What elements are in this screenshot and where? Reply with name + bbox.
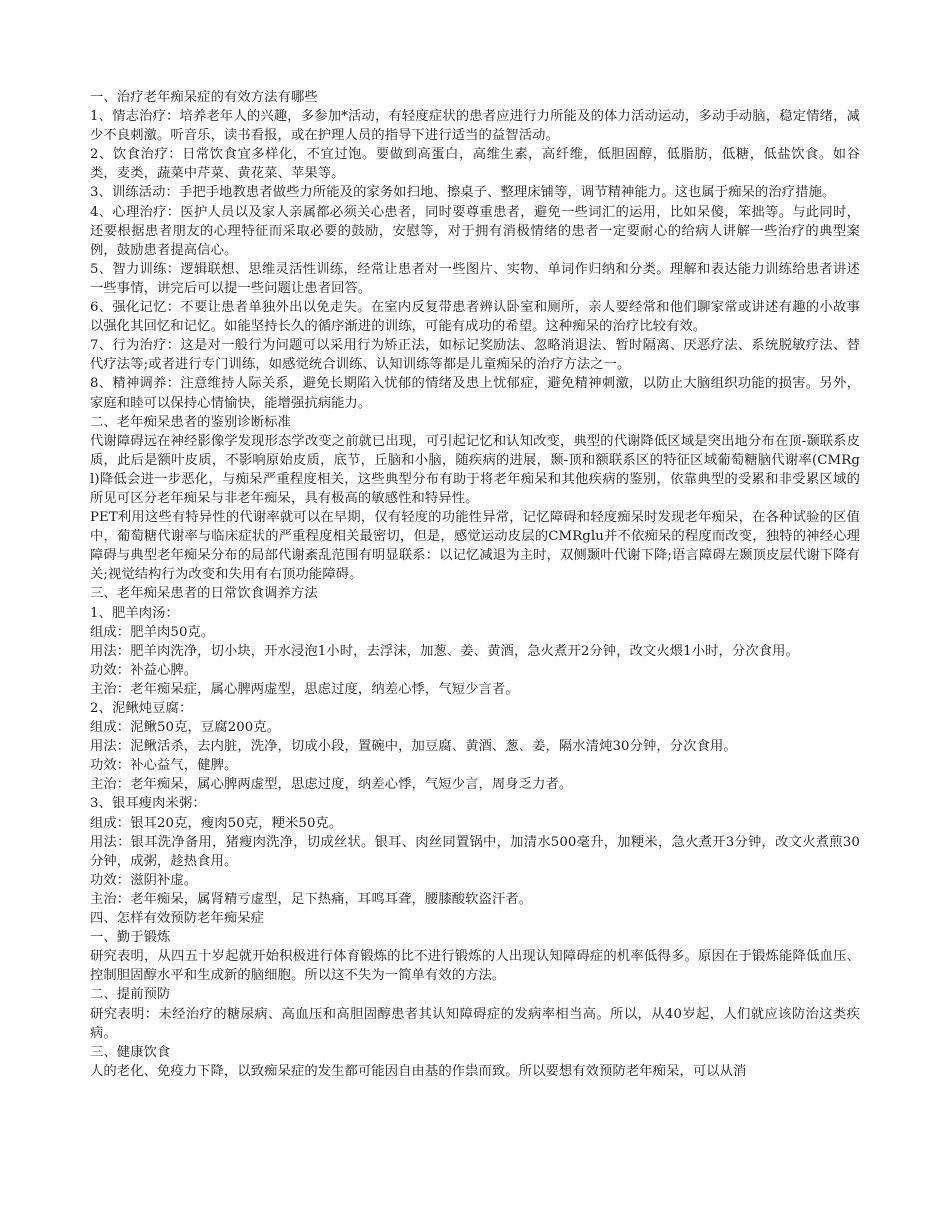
paragraph-healthy-diet: 人的老化、免疫力下降，以致痴呆症的发生都可能因自由基的作祟而致。所以要想有效预防老年痴呆，可以从消 [90, 1063, 747, 1079]
subheading-early-prevention: 二、提前预防 [90, 987, 171, 1003]
subheading-healthy-diet: 三、健康饮食 [90, 1044, 171, 1060]
section-heading-treatment: 一、治疗老年痴呆症的有效方法有哪些 [90, 90, 318, 105]
recipe-effect: 功效：补益心脾。 [90, 662, 198, 678]
paragraph-memory-strengthening: 6、强化记忆：不要让患者单独外出以免走失。在室内反复带患者辨认卧室和厕所，亲人要经常和他们聊家常或讲述有趣的小故事以强化其回忆和记忆。如能坚持长久的循序渐进的训练，可能有成功的希望。这种痴呆的治疗比较有效。 [90, 300, 860, 335]
recipe-effect: 功效：补心益气，健脾。 [90, 758, 238, 774]
paragraph-emotional-therapy: 1、情志治疗：培养老年人的兴趣，多参加*活动，有轻度症状的患者应进行力所能及的体力活动运动，多动手动脑，稳定情绪，减少不良刺激。听音乐，读书看报，或在护理人员的指导下进行适当的益智活动。 [90, 109, 860, 144]
recipe-effect: 功效：滋阴补虚。 [90, 872, 198, 888]
paragraph-metabolic-disorder: 代谢障碍远在神经影像学发现形态学改变之前就已出现，可引起记忆和认知改变，典型的代谢降低区域是突出地分布在顶-颞联系皮质，此后是额叶皮质，不影响原始皮质，底节，丘脑和小脑，随疾病的进展，颞-顶和额联系区的特征区域葡萄糖脑代谢率(CMRgl)降低会进一步恶化，与痴呆严重程度相关，这些典型分布有助于将老年痴呆和其他疾病的鉴别，依靠典型的受累和非受累区域的所见可区分老年痴呆与非老年痴呆，具有极高的敏感性和特异性。 [90, 433, 860, 506]
paragraph-diet-therapy: 2、饮食治疗：日常饮食宜多样化，不宜过饱。要做到高蛋白，高维生素，高纤维，低胆固醇，低脂肪，低糖，低盐饮食。如谷类，麦类，蔬菜中芹菜、黄花菜、苹果等。 [90, 147, 860, 182]
paragraph-training: 3、训练活动：手把手地教患者做些力所能及的家务如扫地、擦桌子、整理床铺等，调节精神能力。这也属于痴呆的治疗措施。 [90, 185, 836, 201]
subheading-exercise: 一、勤于锻炼 [90, 930, 171, 946]
recipe-indication: 主治：老年痴呆症，属心脾两虚型，思虑过度，纳差心悸，气短少言者。 [90, 681, 519, 697]
recipe-indication: 主治：老年痴呆，属心脾两虚型，思虑过度，纳差心悸，气短少言，周身乏力者。 [90, 777, 573, 793]
section-heading-prevention: 四、怎样有效预防老年痴呆症 [90, 911, 265, 927]
paragraph-early-prevention: 研究表明：未经治疗的糖尿病、高血压和高胆固醇患者其认知障碍症的发病率相当高。所以，从40岁起，人们就应该防治这类疾病。 [90, 1006, 860, 1041]
recipe-usage: 用法：肥羊肉洗净，切小块，开水浸泡1小时，去浮沫，加葱、姜、黄酒，急火煮开2分钟，改文火煨1小时，分次食用。 [90, 643, 799, 659]
recipe-ingredients: 组成：肥羊肉50克。 [90, 624, 215, 640]
paragraph-intelligence-training: 5、智力训练：逻辑联想、思维灵活性训练，经常让患者对一些图片、实物、单词作归纳和分类。理解和表达能力训练给患者讲述一些事情，讲完后可以提一些问题让患者回答。 [90, 261, 860, 296]
recipe-usage: 用法：银耳洗净备用，猪瘦肉洗净，切成丝状。银耳、肉丝同置锅中，加清水500毫升，加粳米，急火煮开3分钟，改文火煮煎30分钟，成粥，趁热食用。 [90, 834, 860, 869]
recipe-title: 3、银耳瘦肉米粥： [90, 796, 206, 812]
recipe-usage: 用法：泥鳅活杀，去内脏，洗净，切成小段，置碗中，加豆腐、黄酒、葱、姜，隔水清炖30分钟，分次食用。 [90, 739, 737, 755]
recipe-ingredients: 组成：银耳20克，瘦肉50克，粳米50克。 [90, 815, 343, 831]
recipe-ingredients: 组成：泥鳅50克，豆腐200克。 [90, 720, 281, 736]
paragraph-pet: PET利用这些有特异性的代谢率就可以在早期，仅有轻度的功能性异常，记忆障碍和轻度痴呆时发现老年痴呆，在各种试验的区值中，葡萄糖代谢率与临床症状的严重程度相关最密切，但是，感觉运动皮层的CMRglu并不依痴呆的程度而改变，独特的神经心理障碍与典型老年痴呆分布的局部代谢紊乱范围有明显联系：以记忆减退为主时，双侧颞叶代谢下降;语言障碍左颞顶皮层代谢下降有关;视觉结构行为改变和失用有右顶功能障碍。 [90, 510, 860, 583]
recipe-indication: 主治：老年痴呆，属肾精亏虚型，足下热痛，耳鸣耳聋，腰膝酸软盗汗者。 [90, 891, 533, 907]
paragraph-psychological-therapy: 4、心理治疗：医护人员以及家人亲属都必须关心患者，同时要尊重患者，避免一些词汇的运用，比如呆傻，笨拙等。与此同时，还要根据患者朋友的心理特征而采取必要的鼓励，安慰等，对于拥有消极情绪的患者一定要耐心的给病人讲解一些治疗的典型案例，鼓励患者提高信心。 [90, 204, 860, 258]
paragraph-mental-care: 8、精神调养：注意维持人际关系，避免长期陷入忧郁的情绪及患上忧郁症，避免精神刺激，以防止大脑组织功能的损害。另外，家庭和睦可以保持心情愉快，能增强抗病能力。 [90, 376, 860, 411]
recipe-title: 1、肥羊肉汤： [90, 605, 179, 621]
section-heading-diet: 三、老年痴呆患者的日常饮食调养方法 [90, 586, 318, 602]
section-heading-diagnosis: 二、老年痴呆患者的鉴别诊断标准 [90, 414, 291, 430]
paragraph-behavior-therapy: 7、行为治疗：这是对一般行为问题可以采用行为矫正法，如标记奖励法、忽略消退法、暂时隔离、厌恶疗法、系统脱敏疗法、替代疗法等;或者进行专门训练，如感觉统合训练、认知训练等都是儿童痴呆的治疗方法之一。 [90, 338, 860, 373]
recipe-title: 2、泥鳅炖豆腐： [90, 701, 193, 716]
paragraph-exercise: 研究表明，从四五十岁起就开始积极进行体育锻炼的比不进行锻炼的人出现认知障碍症的机率低得多。原因在于锻炼能降低血压、控制胆固醇水平和生成新的脑细胞。所以这不失为一简单有效的方法。 [90, 949, 860, 984]
